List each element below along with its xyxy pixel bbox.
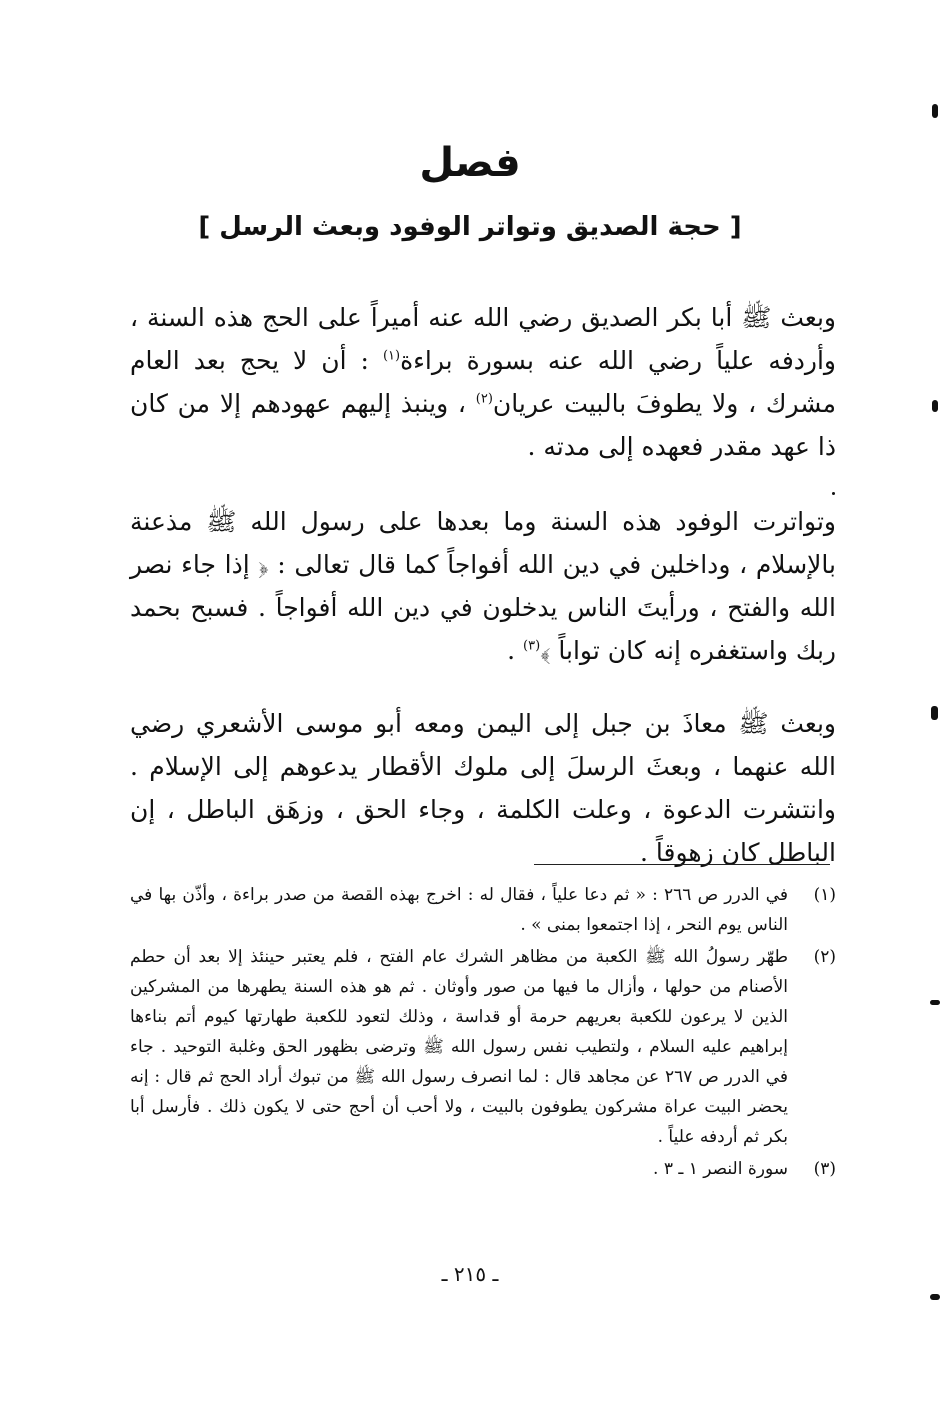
paragraph-2-text-b: . — [507, 636, 524, 665]
scan-edge-mark — [932, 104, 938, 118]
footnote-ref-3[interactable]: (٣) — [523, 638, 541, 654]
page-number: ـ ٢١٥ ـ — [441, 1262, 499, 1286]
footnote-text: سورة النصر ١ ـ ٣ . — [653, 1159, 788, 1179]
footnote-number: (٢) — [813, 947, 836, 967]
footnote-number: (٣) — [813, 1159, 836, 1179]
footnote-2 — [130, 942, 836, 1152]
paragraph-2 — [130, 500, 836, 672]
footnotes — [130, 880, 836, 1186]
paragraph-1-text-a: وبعث ﷺ أبا بكر الصديق رضي الله عنه أميراً على الحج هذه السنة ، وأردفه علياً رضي الله عنه بسورة براءة — [130, 303, 836, 375]
footnote-ref-1[interactable]: (١) — [382, 348, 401, 364]
section-heading: [ حجة الصديق وتواتر الوفود وبعث الرسل ] — [198, 212, 742, 242]
footnote-3 — [130, 1154, 836, 1184]
scan-edge-mark — [931, 706, 938, 720]
scan-edge-mark — [930, 1000, 940, 1005]
footnote-text: في الدرر ص ٢٦٦ : « ثم دعا علياً ، فقال له : اخرج بهذه القصة من صدر براءة ، وأذّن بها في الناس يوم النحر ، إذا اجتمعوا بمنى » . — [130, 885, 789, 935]
paragraph-2-text-a: وتواترت الوفود هذه السنة وما بعدها على رسول الله ﷺ مذعنة بالإسلام ، وداخلين في دين الله أفواجاً كما قال تعالى : ﴿ إذا جاء نصر الله والفتح ، ورأيتَ الناس يدخلون في دين الله أفواجاً . فسبح بحمد ربك واستغفره إنه كان تواباً ﴾ — [130, 507, 836, 665]
footnote-number: (١) — [813, 885, 836, 905]
footnote-text: طهّر رسولُ الله ﷺ الكعبة من مظاهر الشرك عام الفتح ، فلم يعتبر حينئذ إلا بعد أن حطم الأصنام من حولها ، وأزال ما فيها من صور وأوثان . ثم هو هذه السنة يطهرها من المشركين الذين لا يرعون للكعبة بعريهم حرمة أو قداسة ، وذلك لتعود للكعبة طهارتها كيوم أتم بناءها إبراهيم عليه السلام ، ولتطيب نفس رسول الله ﷺ وترضى بظهور الحق وغلبة التوحيد . جاء في الدرر ص ٢٦٧ عن مجاهد قال : لما انصرف رسول الله ﷺ من تبوك أراد الحج ثم قال : إنه يحضر البيت عراة مشركون يطوفون بالبيت ، ولا أحب أن أحج حتى لا يكون ذلك . فأرسل أبا بكر ثم أردفه علياً . — [130, 947, 788, 1147]
footnote-1 — [130, 880, 836, 940]
paragraph-1 — [130, 296, 836, 468]
chapter-title: فصل — [419, 140, 521, 186]
paragraph-1-text-b: : أن لا يحج بعد العام مشرك ، ولا يطوفَ بالبيت عريان — [130, 346, 836, 418]
paragraph-1-text-c: ، وينبذ إليهم عهودهم إلا من كان ذا عهد مقدر فعهده إلى مدته . — [130, 389, 836, 461]
paragraph-3 — [130, 702, 836, 874]
footnote-ref-2[interactable]: (٢) — [475, 391, 493, 407]
footnote-separator — [534, 864, 830, 865]
scan-speck — [832, 492, 835, 495]
scan-edge-mark — [930, 1294, 940, 1300]
paragraph-3-text: وبعث ﷺ معاذَ بن جبل إلى اليمن ومعه أبو موسى الأشعري رضي الله عنهما ، وبعثَ الرسلَ إلى ملوك الأقطار يدعوهم إلى الإسلام . وانتشرت الدعوة ، وعلت الكلمة ، وجاء الحق ، وزهَق الباطل ، إن الباطل كان زهوقاً . — [130, 709, 836, 867]
scan-edge-mark — [932, 400, 938, 412]
